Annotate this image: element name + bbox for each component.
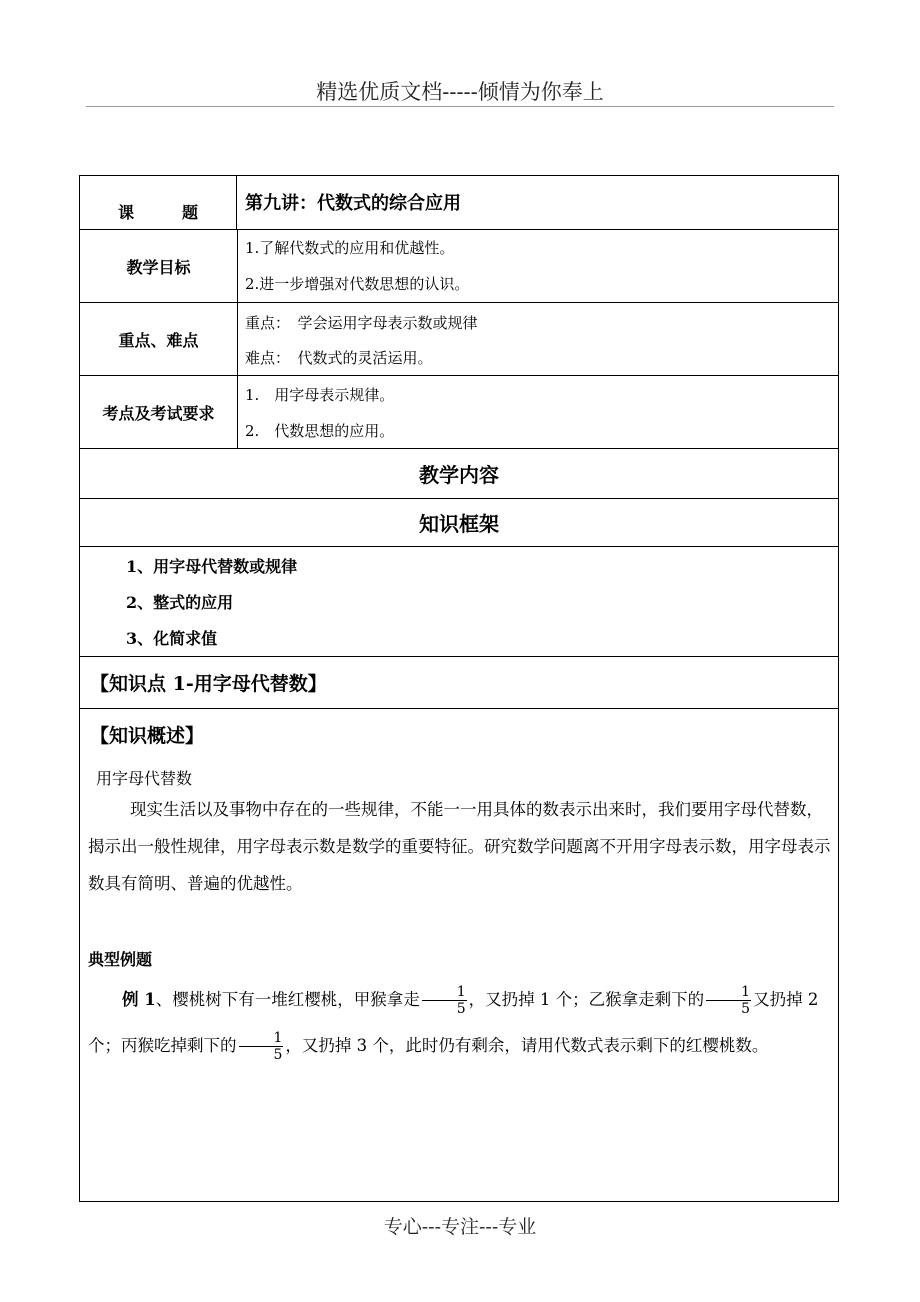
example-label: 例 1 <box>122 990 156 1009</box>
goal-label: 教学目标 <box>80 230 238 302</box>
examples-title: 典型例题 <box>88 950 153 969</box>
overview-section <box>80 709 838 1201</box>
framework-item: 3、化简求值 <box>126 629 218 648</box>
example-text: 、樱桃树下有一堆红樱桃，甲猴拿走 <box>155 990 420 1009</box>
example-text: ，又扔掉 1 个；乙猴拿走剩下的 <box>468 990 705 1009</box>
overview-paragraph: 现实生活以及事物中存在的一些规律，不能一一用具体的数表示出来时，我们要用字母代替数，揭示出一般性规律，用字母表示数是数学的重要特征。研究数学问题离不开用字母表示数，用字母表示数具有简明、普遍的优越性。 <box>88 800 831 893</box>
key-line: 重点： 学会运用字母表示数或规律 <box>245 314 478 332</box>
exam-label: 考点及考试要求 <box>80 376 238 448</box>
content-title: 教学内容 <box>419 463 499 487</box>
example-text: 又扔掉 2 个；丙猴吃掉剩下的 <box>88 990 819 1055</box>
topic-label: 课 题 <box>80 176 237 229</box>
goal-line: 2.进一步增强对代数思想的认识。 <box>245 275 470 293</box>
content-title-row <box>80 449 838 499</box>
lesson-table <box>79 175 839 1202</box>
difficulty-line: 难点： 代数式的灵活运用。 <box>245 349 433 367</box>
example-1 <box>88 977 832 1069</box>
overview-title: 【知识概述】 <box>90 725 205 747</box>
topic-value: 第九讲：代数式的综合应用 <box>245 193 461 214</box>
topic-row <box>80 176 838 230</box>
example-text: ，又扔掉 3 个，此时仍有剩余，请用代数式表示剩下的红樱桃数。 <box>285 1036 769 1055</box>
key-label: 重点、难点 <box>80 303 238 375</box>
framework-title: 知识框架 <box>419 512 499 536</box>
header-rule <box>86 106 834 107</box>
fraction: $\frac{1}{5}$ <box>239 1030 284 1063</box>
exam-line: 1. 用字母表示规律。 <box>245 386 395 404</box>
goal-line: 1.了解代数式的应用和优越性。 <box>245 239 455 257</box>
goal-row <box>80 230 838 303</box>
fraction: $\frac{1}{5}$ <box>422 984 467 1017</box>
exam-line: 2. 代数思想的应用。 <box>245 422 395 440</box>
knowledge-point-row <box>80 657 838 709</box>
knowledge-point-title: 【知识点 1-用字母代替数】 <box>90 673 327 695</box>
page-header: 精选优质文档-----倾情为你奉上 <box>316 80 604 104</box>
framework-item: 1、用字母代替数或规律 <box>126 557 298 576</box>
fraction: $\frac{1}{5}$ <box>706 984 751 1017</box>
page-footer: 专心---专注---专业 <box>383 1216 537 1238</box>
framework-title-row <box>80 499 838 547</box>
exam-row <box>80 376 838 449</box>
framework-item: 2、整式的应用 <box>126 593 234 612</box>
framework-list <box>80 547 838 657</box>
overview-subtitle: 用字母代替数 <box>96 769 193 788</box>
key-row <box>80 303 838 376</box>
